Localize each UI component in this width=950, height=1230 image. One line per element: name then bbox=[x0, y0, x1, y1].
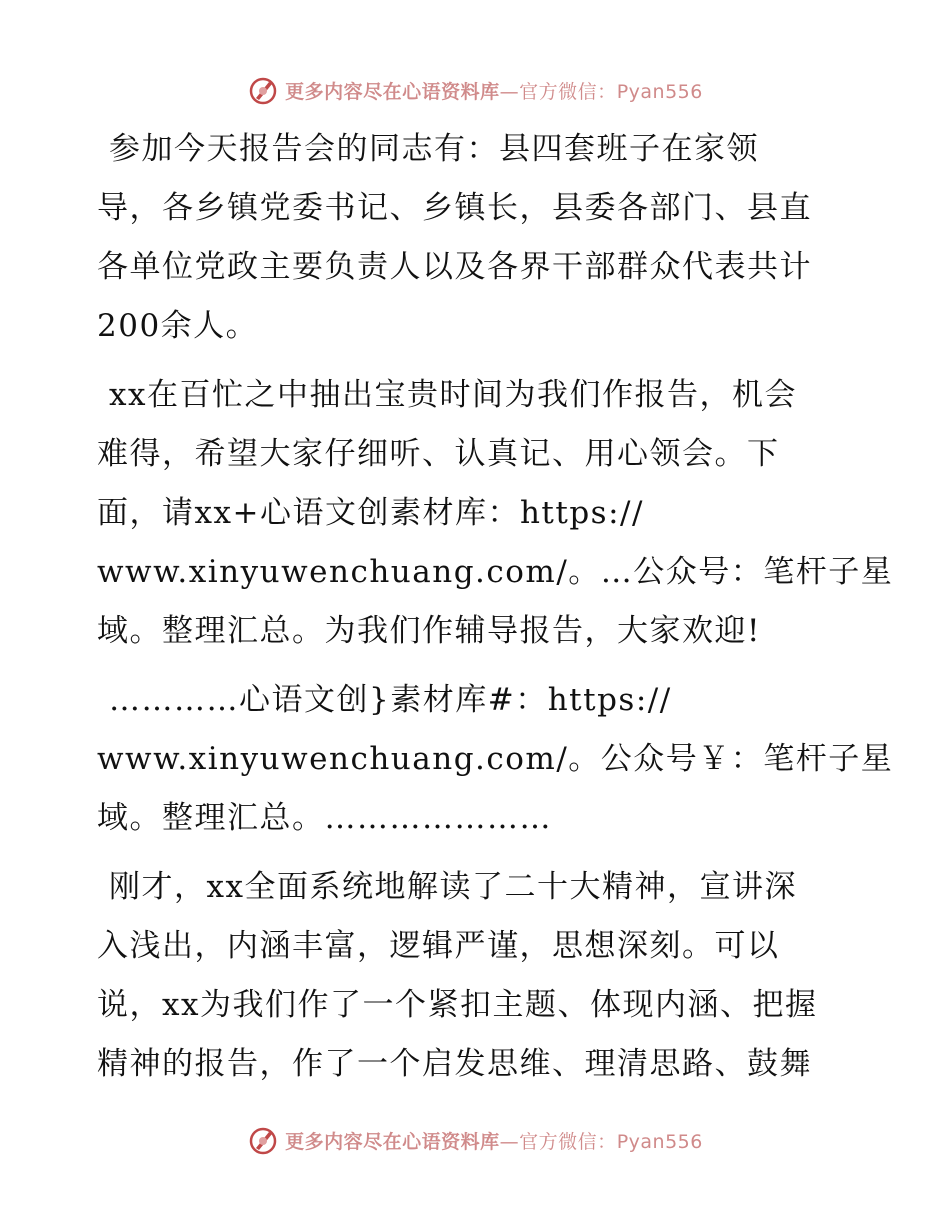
text-line: 面，请xx+心语文创素材库：https:// bbox=[97, 495, 644, 531]
footer-banner bbox=[0, 1120, 950, 1160]
banner-text bbox=[285, 1127, 703, 1154]
text-line: 难得，希望大家仔细听、认真记、用心领会。下 bbox=[97, 436, 780, 472]
text-line: 导，各乡镇党委书记、乡镇长，县委各部门、县直 bbox=[97, 190, 812, 226]
paragraph-1 bbox=[97, 120, 867, 356]
text-line: 精神的报告，作了一个启发思维、理清思路、鼓舞 bbox=[97, 1046, 812, 1082]
text-line: www.xinyuwenchuang.com/。…公众号：笔杆子星 bbox=[97, 554, 894, 590]
text-line: xx在百忙之中抽出宝贵时间为我们作报告，机会 bbox=[109, 377, 797, 413]
banner-wechat-id: Pyan556 bbox=[616, 1130, 703, 1153]
text-line: 说，xx为我们作了一个紧扣主题、体现内涵、把握 bbox=[97, 987, 818, 1023]
text-line: 200余人。 bbox=[97, 308, 259, 344]
paragraph-2 bbox=[97, 366, 894, 661]
text-line: www.xinyuwenchuang.com/。公众号￥：笔杆子星 bbox=[97, 741, 894, 777]
header-banner bbox=[0, 70, 950, 110]
banner-text bbox=[285, 77, 703, 104]
brush-circle-logo-icon bbox=[247, 1124, 279, 1156]
text-line: 入浅出，内涵丰富，逻辑严谨，思想深刻。可以 bbox=[97, 928, 780, 964]
paragraph-3 bbox=[97, 671, 894, 848]
text-line: 参加今天报告会的同志有：县四套班子在家领 bbox=[109, 131, 759, 167]
banner-lead: 更多内容尽在心语资料库 bbox=[285, 80, 500, 103]
paragraph-4 bbox=[97, 858, 867, 1094]
banner-dash: — bbox=[499, 80, 520, 103]
banner-lead: 更多内容尽在心语资料库 bbox=[285, 1130, 500, 1153]
text-line: 域。整理汇总。………………… bbox=[97, 800, 552, 836]
banner-wechat-label: 官方微信： bbox=[519, 80, 617, 103]
banner-dash: — bbox=[499, 1130, 520, 1153]
text-line: 刚才，xx全面系统地解读了二十大精神，宣讲深 bbox=[109, 869, 797, 905]
text-line: …………心语文创}素材库#：https:// bbox=[109, 682, 672, 718]
text-line: 各单位党政主要负责人以及各界干部群众代表共计 bbox=[97, 249, 812, 285]
document-body bbox=[97, 120, 894, 1104]
text-line: 域。整理汇总。为我们作辅导报告，大家欢迎! bbox=[97, 613, 761, 649]
brush-circle-logo-icon bbox=[247, 74, 279, 106]
banner-wechat-label: 官方微信： bbox=[519, 1130, 617, 1153]
banner-wechat-id: Pyan556 bbox=[616, 80, 703, 103]
